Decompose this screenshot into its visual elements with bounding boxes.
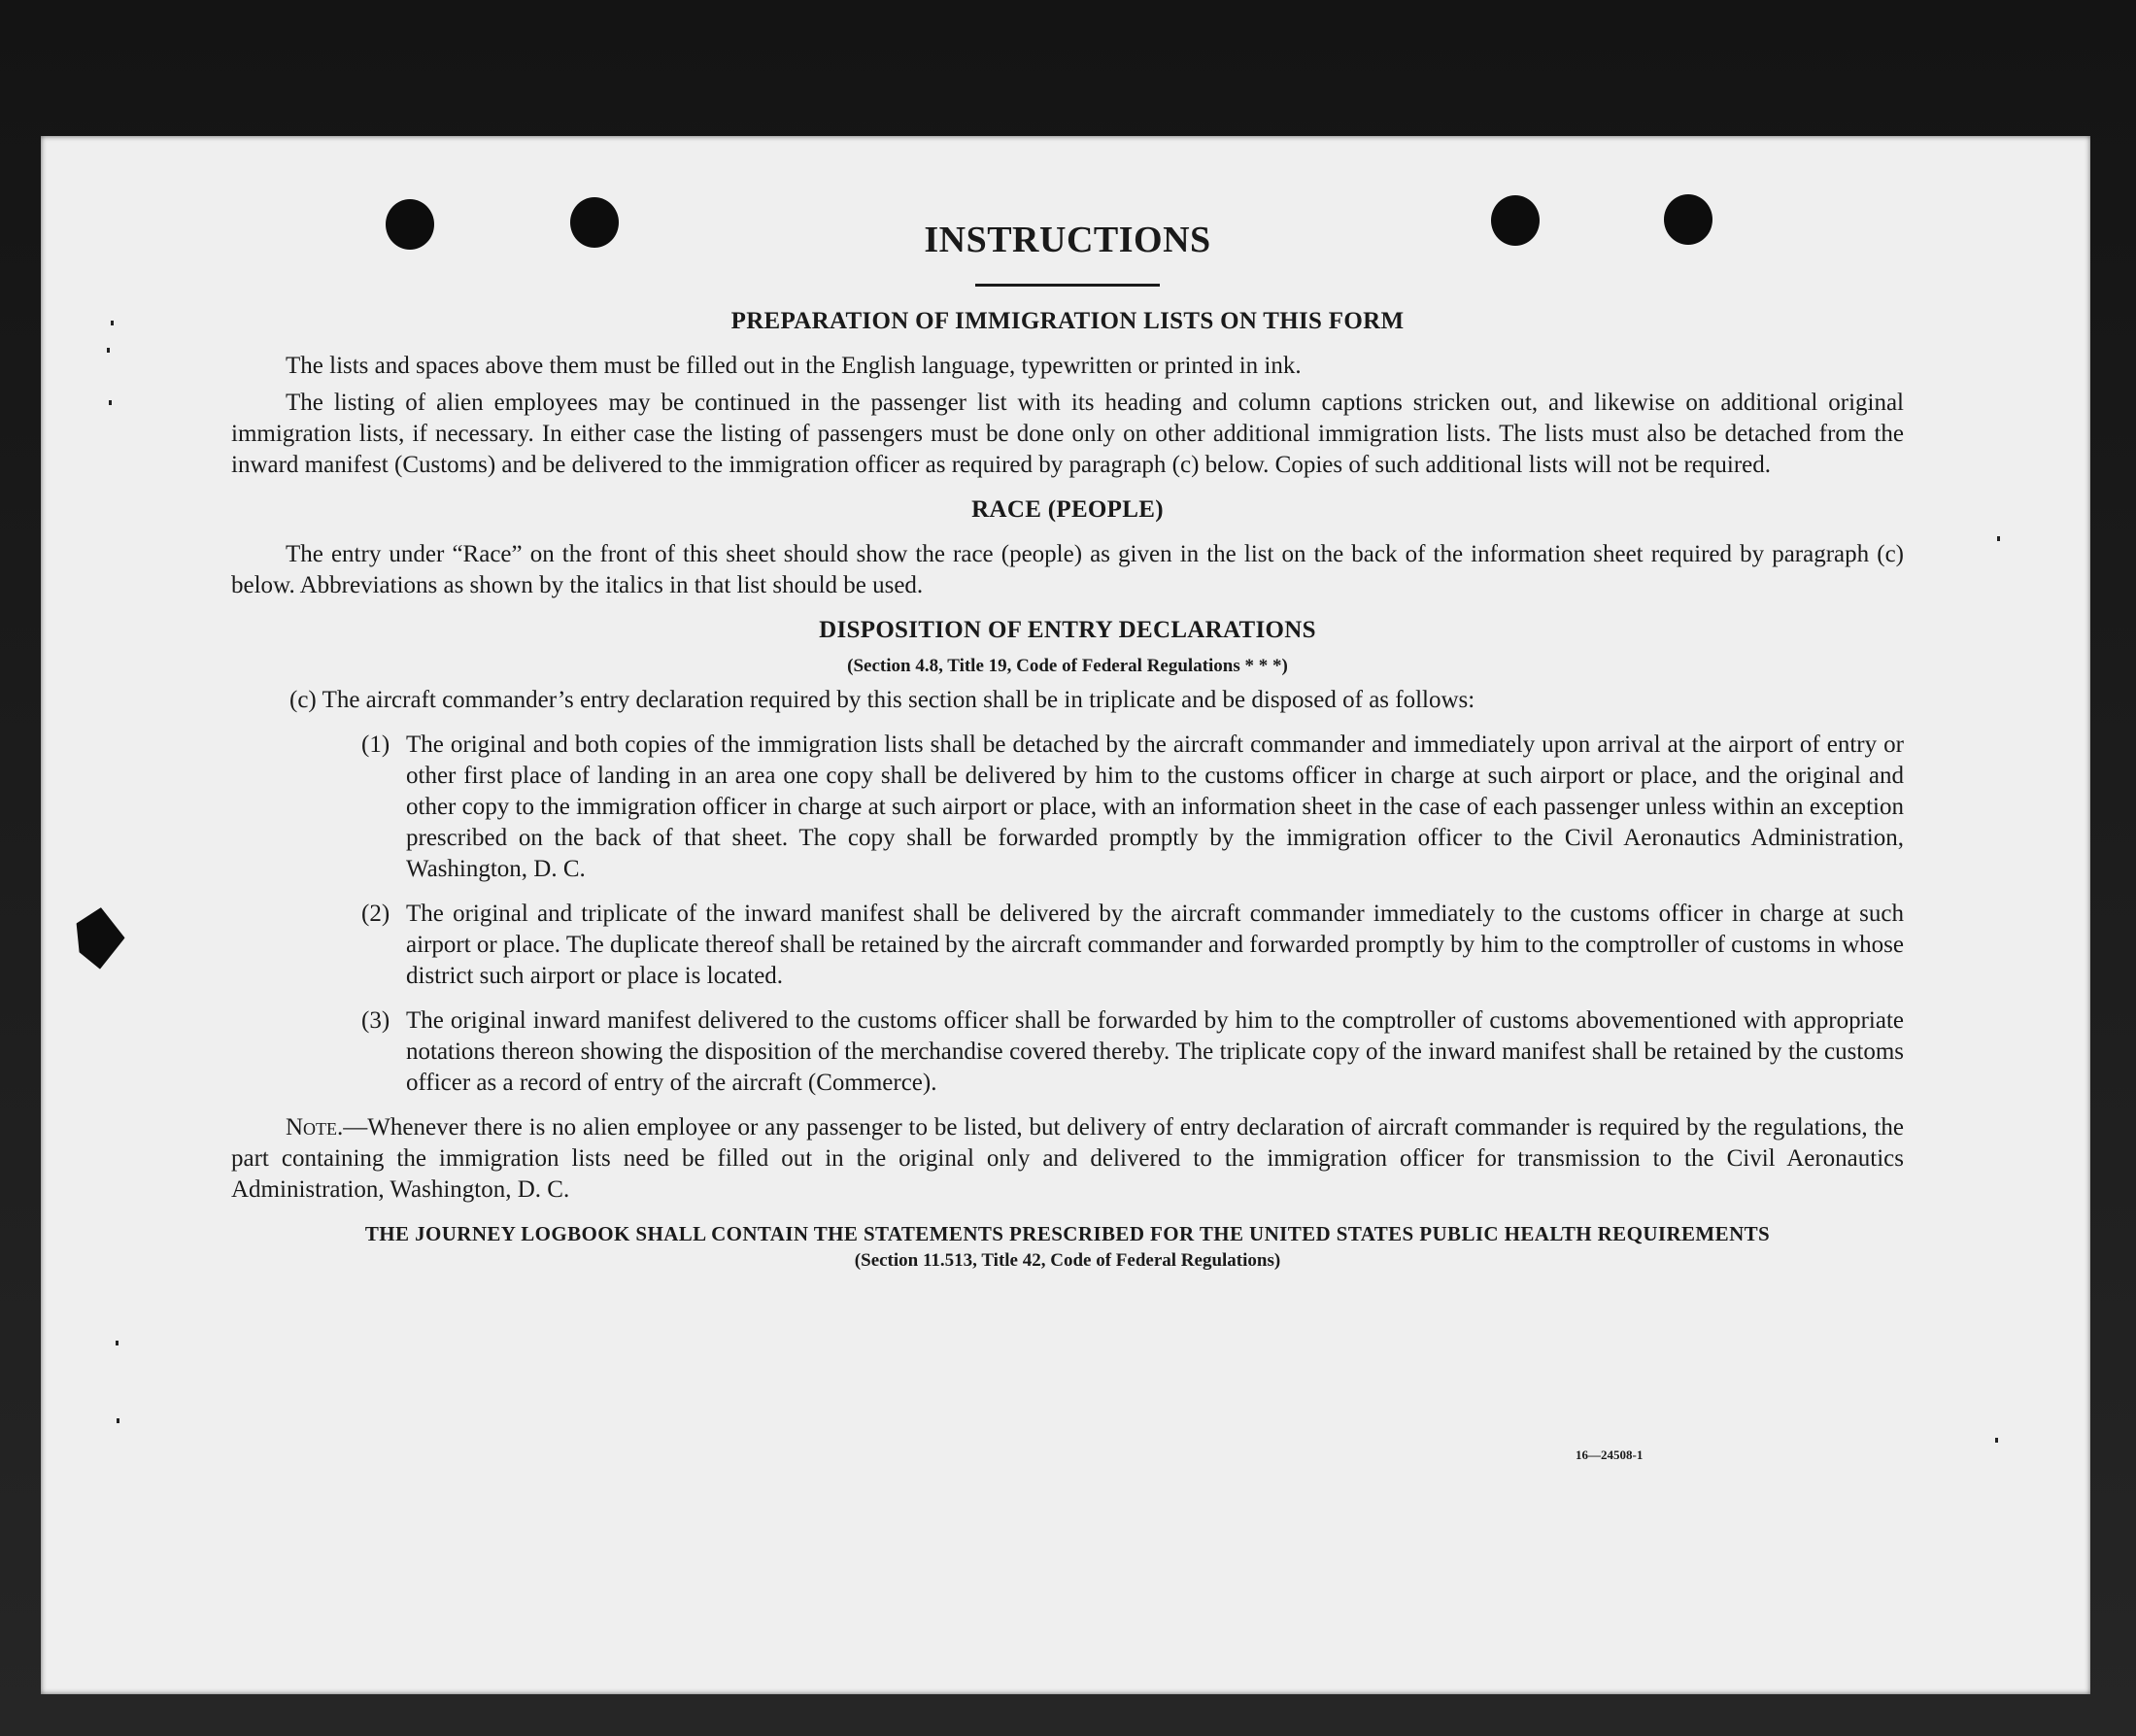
item-label: (c) [289,687,317,713]
paper-sheet [41,136,2090,1694]
list-item [231,730,1904,885]
speck [117,1418,119,1423]
item-text: The aircraft commander’s entry declaration required by this section shall be in triplicate and be disposed of as follows: [322,687,1475,713]
item-text: The original and both copies of the immigration lists shall be detached by the aircraft commander and immediately upon arrival at the airport of entry or other first place of landing in an area one copy shall be delivered by him to the customs officer in charge at such airport or place, and the original and other copy to the immigration officer in charge at such airport or place, with an information sheet in the case of each passenger unless within an exception prescribed on the back of that sheet. The copy shall be forwarded promptly by the immigration officer to the Civil Aeronautics Administration, Washington, D. C. [406,732,1904,882]
section-heading-race: RACE (PEOPLE) [971,496,1164,523]
section-heading-disposition: DISPOSITION OF ENTRY DECLARATIONS [819,617,1316,643]
note-text: —Whenever there is no alien employee or any passenger to be listed, but delivery of entry declaration of aircraft commander is required by the regulations, the part containing the immigration lists need be filled out in the original only and delivered to the immigration officer for transmission to the Civil Aeronautics Administration, Washington, D. C. [231,1114,1904,1203]
speck [109,400,112,405]
item-number: (2) [361,901,390,927]
ink-blot [64,902,131,973]
title-rule [975,284,1160,287]
speck [107,348,110,353]
speck [111,321,114,325]
paragraph: The entry under “Race” on the front of this sheet should show the race (people) as given in the list on the back of the information sheet required by paragraph (c) below. Abbreviations as shown by the italics in that list should be used. [231,541,1904,598]
paragraph-c [231,685,1904,716]
item-text: The original and triplicate of the inward manifest shall be delivered by the aircraft commander immediately to the customs officer in charge at such airport or place. The duplicate thereof shall be retained by the aircraft commander and forwarded promptly by him to the comptroller of customs in whose district such airport or place is located. [406,901,1904,989]
section-heading-preparation: PREPARATION OF IMMIGRATION LISTS ON THIS FORM [730,308,1405,334]
note-label: Note. [286,1114,344,1140]
paragraph: The lists and spaces above them must be filled out in the English language, typewritten or printed in ink. [286,353,1302,379]
page-title: INSTRUCTIONS [924,220,1211,260]
paragraph: The listing of alien employees may be continued in the passenger list with its heading and column captions stricken out, and likewise on additional original immigration lists, if necessary. In either case the listing of passengers must be done only on other additional immigration lists. The lists must also be detached from the inward manifest (Customs) and be delivered to the immigration officer as required by paragraph (c) below. Copies of such additional lists will not be required. [231,390,1904,478]
item-number: (1) [361,732,390,758]
list-item [231,899,1904,992]
item-number: (3) [361,1007,390,1034]
item-text: The original inward manifest delivered to the customs officer shall be forwarded by him to the comptroller of customs abovementioned with appropriate notations thereon showing the disposition of the merchandise covered thereby. The triplicate copy of the inward manifest shall be retained by the customs officer as a record of entry of the aircraft (Commerce). [406,1007,1904,1096]
section-citation: (Section 4.8, Title 19, Code of Federal Regulations * * *) [847,656,1288,676]
speck [1995,1438,1998,1443]
footer-citation: (Section 11.513, Title 42, Code of Federal Regulations) [854,1250,1281,1271]
form-number: 16—24508-1 [1576,1447,1644,1462]
instructions-content [231,218,1904,1274]
speck [116,1341,119,1345]
speck [1997,536,2000,541]
footer-statement: THE JOURNEY LOGBOOK SHALL CONTAIN THE STATEMENTS PRESCRIBED FOR THE UNITED STATES PUBLIC HEALTH REQUIREMENTS [364,1222,1771,1245]
note-paragraph [231,1112,1904,1206]
list-item [231,1005,1904,1099]
